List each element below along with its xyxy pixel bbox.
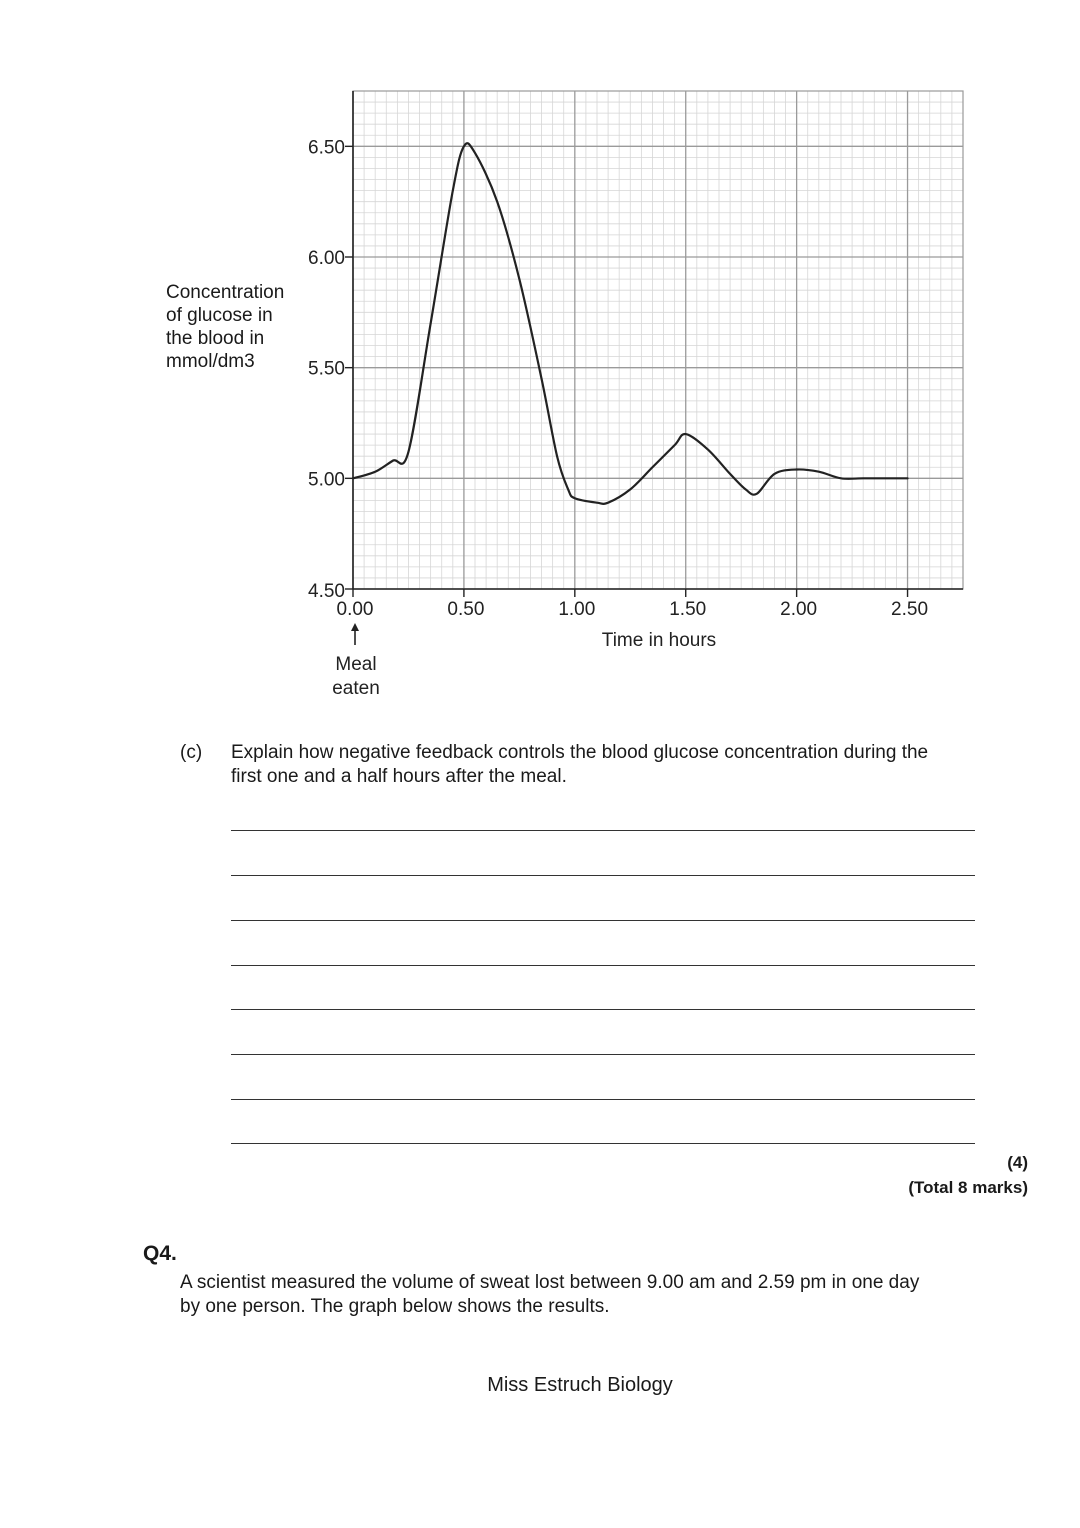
answer-line[interactable] <box>231 920 975 921</box>
y-tick-label: 4.50 <box>308 581 345 602</box>
answer-line[interactable] <box>231 830 975 831</box>
question-c-label: (c) <box>180 742 203 763</box>
question-c-text-line: first one and a half hours after the meal. <box>231 766 567 787</box>
marks-available: (4) <box>1007 1153 1028 1172</box>
grid-minor <box>353 91 963 589</box>
grid-major <box>353 91 963 589</box>
question-4-text <box>180 1271 1040 1319</box>
x-axis-label: Time in hours <box>601 630 717 651</box>
answer-line[interactable] <box>231 1099 975 1100</box>
eaten-label: eaten <box>332 678 380 699</box>
y-axis-unit: mmol/dm3 <box>166 351 255 372</box>
y-axis-label-line: Concentration <box>166 282 285 303</box>
answer-line[interactable] <box>231 1009 975 1010</box>
y-ticks <box>308 137 353 602</box>
x-tick-label: 0.00 <box>336 599 374 620</box>
x-ticks <box>337 589 929 620</box>
x-tick-label: 0.50 <box>447 599 485 620</box>
chart-frame <box>353 91 963 589</box>
meal-eaten-annotation <box>332 623 380 699</box>
glucose-line-chart <box>0 0 1080 720</box>
y-tick-label: 5.50 <box>308 358 345 380</box>
answer-line[interactable] <box>231 965 975 966</box>
x-tick-label: 2.50 <box>891 599 929 620</box>
y-tick-label: 6.50 <box>308 137 345 159</box>
meal-arrow-head-icon <box>351 623 359 631</box>
answer-line[interactable] <box>231 1054 975 1055</box>
y-axis-label-line: the blood in <box>166 328 265 349</box>
question-4-text-line: A scientist measured the volume of sweat lost between 9.00 am and 2.59 pm in one day <box>180 1272 920 1293</box>
question-c-text-line: Explain how negative feedback controls the blood glucose concentration during the <box>231 742 929 763</box>
chart-axes <box>353 91 963 589</box>
y-tick-label: 6.00 <box>308 248 345 269</box>
question-4-label: Q4. <box>143 1242 177 1265</box>
question-4-text-line: by one person. The graph below shows the results. <box>180 1296 610 1317</box>
meal-label: Meal <box>335 654 377 675</box>
answer-line[interactable] <box>231 875 975 876</box>
x-tick-label: 1.00 <box>558 599 596 620</box>
y-axis-label-line: of glucose in <box>166 305 273 326</box>
total-marks: (Total 8 marks) <box>908 1178 1028 1197</box>
answer-line[interactable] <box>231 1143 975 1144</box>
x-tick-label: 2.00 <box>780 599 818 620</box>
question-c-text <box>231 741 1031 789</box>
x-tick-label: 1.50 <box>669 599 707 620</box>
footer-text: Miss Estruch Biology <box>487 1374 673 1396</box>
y-tick-label: 5.00 <box>308 469 345 491</box>
